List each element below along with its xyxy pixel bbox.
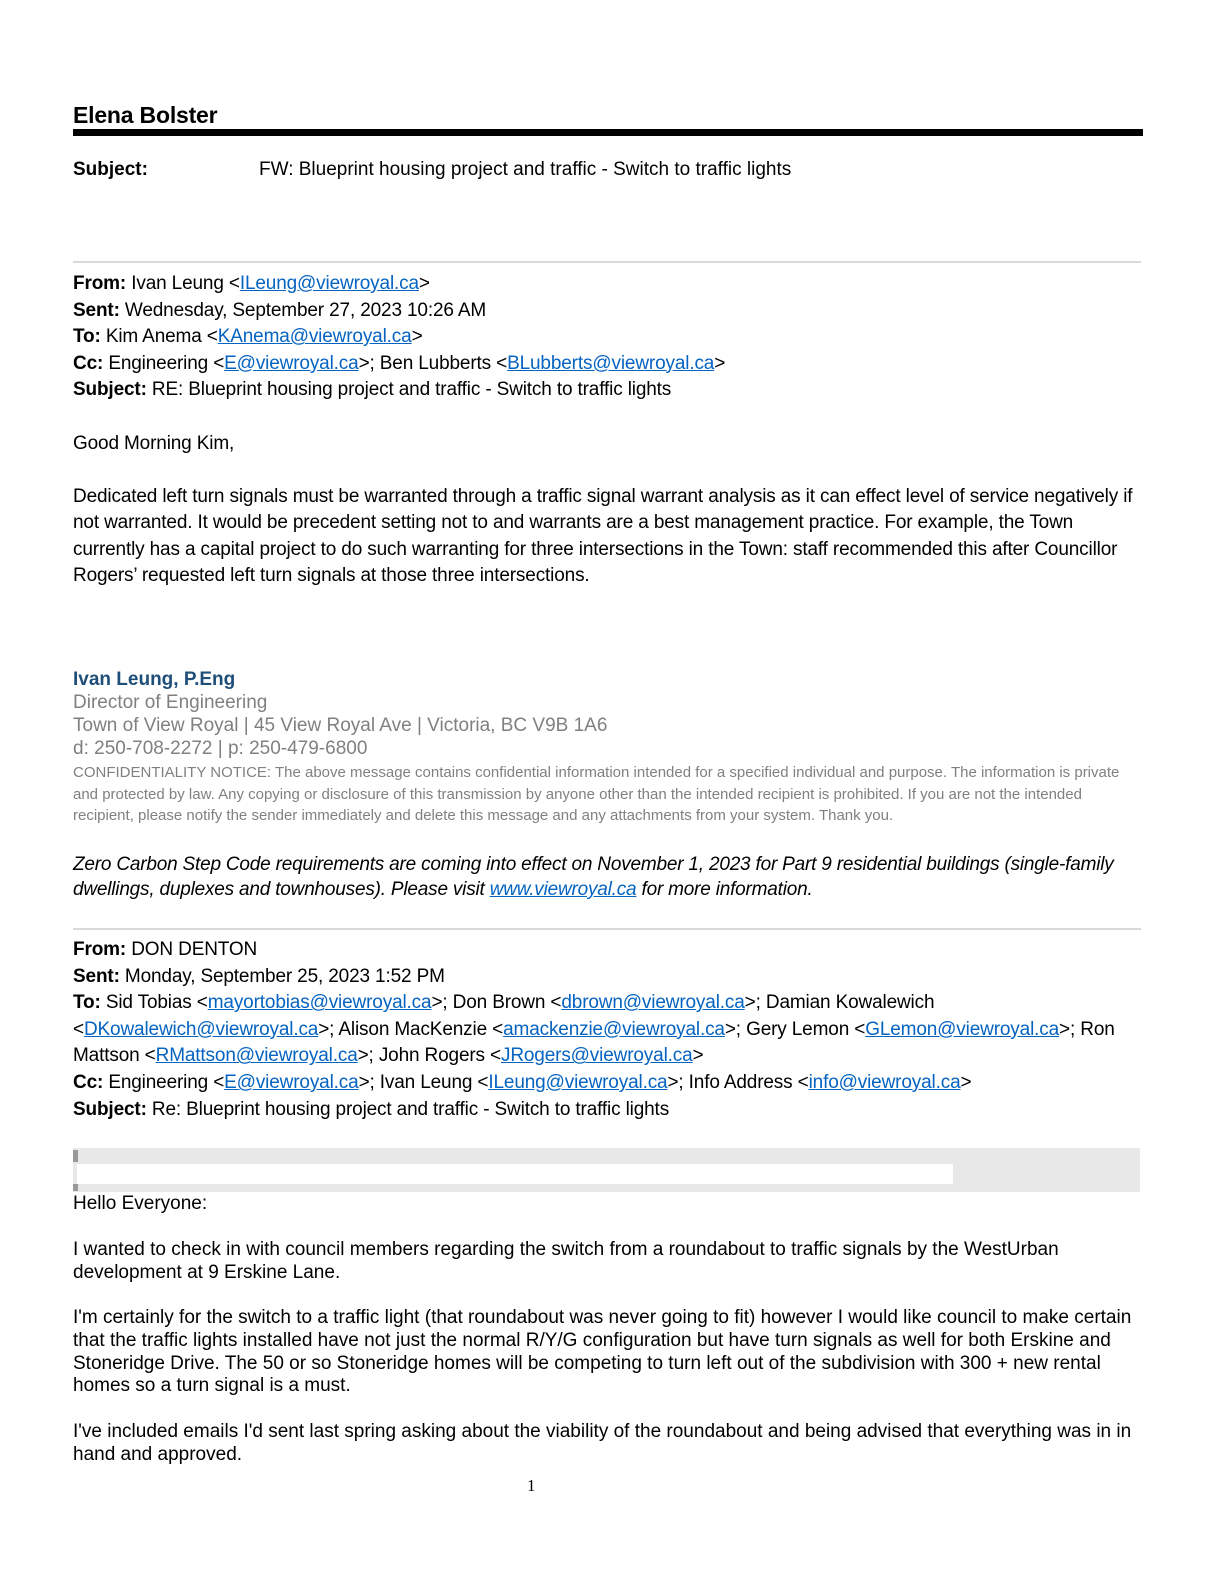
email1-to-row: To: Kim Anema <KAnema@viewroyal.ca> [73, 326, 423, 348]
email1-to-link[interactable]: KAnema@viewroyal.ca [217, 326, 412, 348]
email1-subject-row: Subject: RE: Blueprint housing project and traffic - Switch to traffic lights [73, 379, 672, 401]
email2-paragraph-3: I've included emails I'd sent last spring asking about the viability of the roundabout and being advised that everything was in in hand and approved. [73, 1421, 1132, 1465]
viewroyal-website-link[interactable]: www.viewroyal.ca [489, 879, 637, 900]
zero-carbon-notice: Zero Carbon Step Code requirements are coming into effect on November 1, 2023 for Part 9 residential buildings (single-family dwellings, duplexes and townhouses). Please visit www.viewroyal.ca for more information. [73, 854, 1114, 900]
print-subject-label: Subject: [73, 159, 148, 180]
email1-cc-link-1[interactable]: E@viewroyal.ca [224, 352, 359, 374]
email2-from-row: From: DON DENTON [73, 939, 258, 960]
email2-to-link[interactable]: JRogers@viewroyal.ca [500, 1045, 693, 1067]
email1-sent-row: Sent: Wednesday, September 27, 2023 10:26 AM [73, 299, 487, 321]
email2-subject-row: Subject: Re: Blueprint housing project and traffic - Switch to traffic lights [73, 1098, 670, 1120]
signature-name: Ivan Leung, P.Eng [73, 669, 236, 690]
email2-greeting: Hello Everyone: [73, 1193, 208, 1214]
email2-sent-row: Sent: Monday, September 25, 2023 1:52 PM [73, 965, 445, 987]
print-subject-value: FW: Blueprint housing project and traffic - Switch to traffic lights [259, 159, 792, 180]
email2-to-link[interactable]: GLemon@viewroyal.ca [865, 1018, 1060, 1040]
email2-to-link[interactable]: amackenzie@viewroyal.ca [503, 1018, 725, 1040]
email2-paragraph-1: I wanted to check in with council members regarding the switch from a roundabout to traffic signals by the WestUrban development at 9 Erskine Lane. [73, 1239, 1059, 1283]
signature-phones: d: 250-708-2272 | p: 250-479-6800 [73, 738, 368, 759]
email1-cc-link-2[interactable]: BLubberts@viewroyal.ca [507, 352, 715, 374]
email2-to-row: To: Sid Tobias <mayortobias@viewroyal.ca>; Don Brown <dbrown@viewroyal.ca>; Damian Kowalewich <DKowalewich@viewroyal.ca>; Alison MacKenzie <amackenzie@viewroyal.ca>; Gery Lemon <GLemon@viewroyal.ca>; Ron Mattson <RMattson@viewroyal.ca>; John Rogers <JRogers@viewroyal.ca> [73, 992, 1115, 1067]
signature-address: Town of View Royal | 45 View Royal Ave | Victoria, BC V9B 1A6 [73, 715, 608, 736]
redacted-banner [73, 1148, 1140, 1192]
email1-greeting: Good Morning Kim, [73, 433, 235, 454]
email2-header [73, 937, 1141, 1123]
email1-from-row: From: Ivan Leung <ILeung@viewroyal.ca> [73, 273, 430, 294]
email2-cc-link[interactable]: E@viewroyal.ca [224, 1071, 359, 1093]
email2-to-link[interactable]: RMattson@viewroyal.ca [155, 1045, 358, 1067]
email2-paragraph-2: I'm certainly for the switch to a traffic light (that roundabout was never going to fit) however I would like council to make certain that the traffic lights installed have not just the normal R/Y/G configuration but have turn signals as well for both Erskine and Stoneridge Drive. The 50 or so Stoneridge homes will be competing to turn left out of the subdivision with 300 + new rental homes so a turn signal is a must. [73, 1307, 1132, 1397]
signature-title: Director of Engineering [73, 692, 268, 713]
email2-to-link[interactable]: dbrown@viewroyal.ca [561, 992, 745, 1014]
email1-body: Dedicated left turn signals must be warranted through a traffic signal warrant analysis as it can effect level of service negatively if not warranted. It would be precedent setting not to and warrants are a best management practice. For example, the Town currently has a capital project to do such warranting for three intersections in the Town: staff recommended this after Councillor Rogers’ requested left turn signals at those three intersections. [73, 486, 1133, 587]
mailbox-owner-name: Elena Bolster [73, 102, 218, 128]
email2-cc-row: Cc: Engineering <E@viewroyal.ca>; Ivan Leung <ILeung@viewroyal.ca>; Info Address <info@viewroyal.ca> [73, 1071, 972, 1093]
confidentiality-notice: CONFIDENTIALITY NOTICE: The above message contains confidential information intended for a specified individual and purpose. The information is private and protected by law. Any copying or disclosure of this transmission by anyone other than the intended recipient is prohibited. If you are not the intended recipient, please notify the sender immediately and delete this message and any attachments from your system. Thank you. [73, 764, 1120, 824]
message-separator [73, 928, 1141, 930]
email1-from-link[interactable]: ILeung@viewroyal.ca [239, 273, 419, 294]
email-document [73, 0, 1141, 1584]
email2-cc-link[interactable]: info@viewroyal.ca [808, 1071, 961, 1093]
header-rule [73, 129, 1143, 136]
email2-to-link[interactable]: mayortobias@viewroyal.ca [207, 992, 432, 1014]
email1-header [73, 271, 1141, 404]
email1-cc-row: Cc: Engineering <E@viewroyal.ca>; Ben Lubberts <BLubberts@viewroyal.ca> [73, 352, 726, 374]
page-number: 1 [527, 1476, 536, 1495]
message-separator [73, 261, 1141, 263]
email2-to-link[interactable]: DKowalewich@viewroyal.ca [83, 1018, 319, 1040]
email2-cc-link[interactable]: ILeung@viewroyal.ca [488, 1071, 668, 1093]
